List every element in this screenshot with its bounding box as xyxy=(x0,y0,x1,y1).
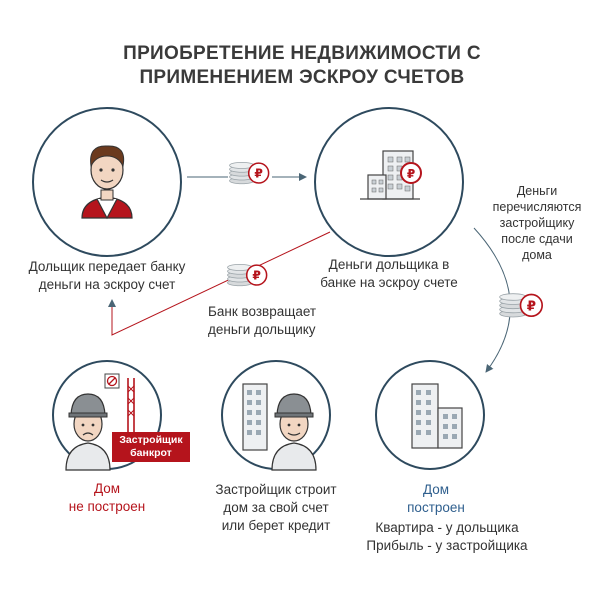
building-icon xyxy=(243,384,267,450)
built-result-caption xyxy=(352,519,542,555)
caption-line: банке на эскроу счете xyxy=(320,275,458,290)
caption-line: Деньги xyxy=(516,184,558,198)
buyer-node xyxy=(33,108,181,256)
badge-line: банкрот xyxy=(130,447,172,459)
diagram-title xyxy=(0,42,604,90)
svg-text:₽: ₽ xyxy=(406,167,416,181)
not-built-caption xyxy=(47,480,167,516)
caption-line: деньги на эскроу счет xyxy=(38,277,176,292)
bankrupt-badge xyxy=(112,432,190,462)
bank-node xyxy=(315,108,463,256)
developer-builds-caption xyxy=(206,481,346,535)
caption-line: Дом xyxy=(422,482,450,497)
caption-line: деньги дольщику xyxy=(208,322,316,337)
caption-line: Прибыль - у застройщика xyxy=(366,538,528,553)
caption-line: Квартира - у дольщика xyxy=(375,520,519,535)
caption-line: Банк возвращает xyxy=(208,304,317,319)
built-node xyxy=(376,361,484,469)
built-caption xyxy=(376,481,496,517)
transfer-caption xyxy=(488,183,586,263)
ruble-coin-icon xyxy=(401,163,421,183)
buyer-caption xyxy=(17,258,197,294)
caption-line: не построен xyxy=(68,499,146,514)
title-line-2: ПРИМЕНЕНИЕМ ЭСКРОУ СЧЕТОВ xyxy=(139,67,465,88)
caption-line: или берет кредит xyxy=(221,518,331,533)
caption-line: дом за свой счет xyxy=(223,500,329,515)
ruble-coin-icon xyxy=(500,294,543,317)
title-line-1: ПРИОБРЕТЕНИЕ НЕДВИЖИМОСТИ С xyxy=(123,43,481,64)
caption-line: Дольщик передает банку xyxy=(28,259,186,274)
caption-line: дома xyxy=(522,248,552,262)
caption-line: перечисляются xyxy=(492,200,582,214)
ruble-coin-icon xyxy=(228,264,267,285)
caption-line: Застройщик строит xyxy=(215,482,337,497)
caption-line: застройщику xyxy=(499,216,575,230)
caption-line: Деньги дольщика в xyxy=(328,257,450,272)
bank-caption xyxy=(308,256,470,292)
caption-line: Дом xyxy=(93,481,121,496)
refund-caption xyxy=(208,303,316,339)
caption-line: построен xyxy=(407,500,465,515)
badge-line: Застройщик xyxy=(119,434,183,446)
developer-builds-node xyxy=(222,361,330,470)
ruble-coin-icon xyxy=(230,162,269,183)
caption-line: после сдачи xyxy=(501,232,573,246)
